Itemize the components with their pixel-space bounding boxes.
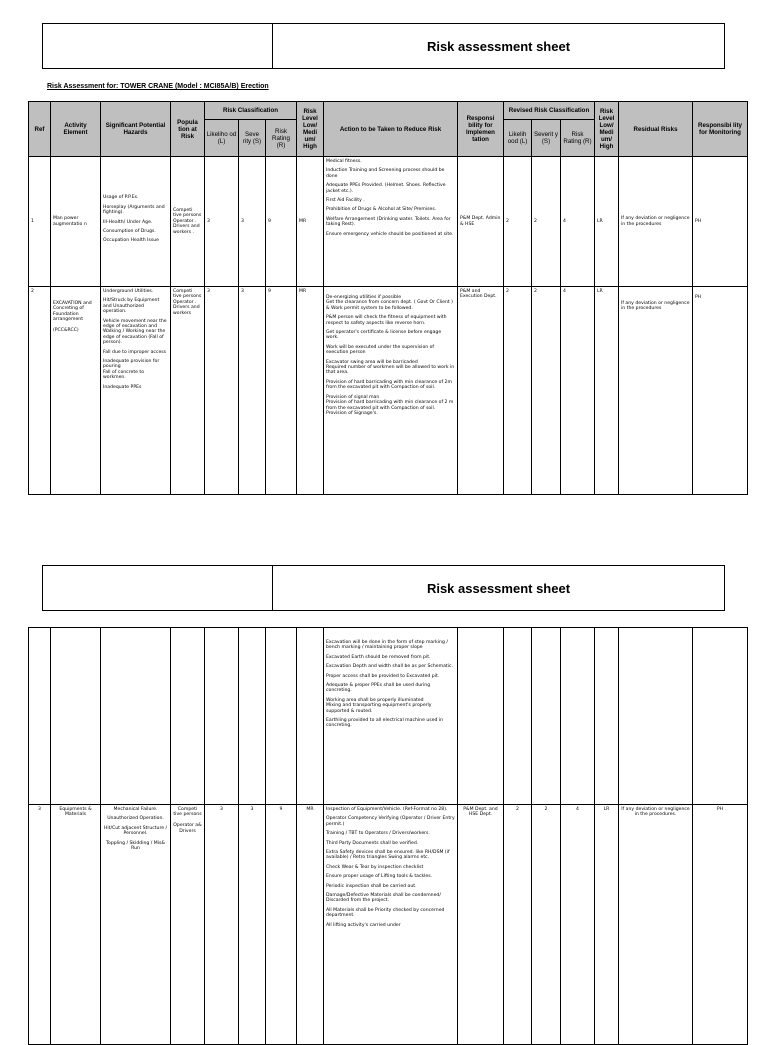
action-item: Adequate & proper PPEs shall be used during concreting. — [326, 683, 431, 694]
assessment-subtitle: Risk Assessment for: TOWER CRANE (Model : MCI85A/B) Erection — [47, 83, 269, 90]
cell-level: MR — [297, 157, 324, 287]
cell-resp-impl — [458, 628, 504, 805]
cell-resp-impl: P&M and Execution Dept. — [458, 287, 504, 495]
action-item: Prohibition of Drugs & Alcohol at Site/ Premises. — [326, 207, 437, 213]
cell-likelihood: 3 — [205, 805, 239, 1045]
cell-population — [171, 628, 205, 805]
cell-ref: 2 — [29, 287, 51, 495]
cell-likelihood: 3 — [205, 287, 239, 495]
action-item: Training / TBT to Operators / Drivers/workers. — [326, 831, 430, 837]
header-severity: Seve rity (S) — [239, 120, 266, 157]
cell-ref: 1 — [29, 157, 51, 287]
hazard-item: Ill-Health/ Under Age. — [103, 219, 153, 225]
action-item: Earthling provided to all electrical machine used in concreting. — [326, 718, 444, 729]
action-item: First Aid Facility . — [326, 198, 365, 204]
cell-severity: 3 — [239, 157, 266, 287]
cell-rating — [266, 628, 297, 805]
cell-rating: 9 — [266, 287, 297, 495]
hazard-item: Toppling / Skidding / Mis& Run — [106, 840, 165, 852]
hazard-item: Hit/Struck by Equipment and Unauthorized operation. — [103, 298, 160, 315]
cell-likelihood — [205, 628, 239, 805]
cell-revised-likelihood: 2 — [504, 805, 532, 1045]
header-revised: Revised Risk Classification — [504, 102, 595, 120]
header-likelihood: Likeliho od (L) — [205, 120, 239, 157]
action-item: Inspection of Equipment/Vehicle. (Ref-Format no 28). — [326, 807, 448, 812]
cell-actions — [324, 157, 458, 287]
cell-revised-rating — [561, 628, 595, 805]
header-hazards: Significant Potential Hazards — [101, 102, 171, 157]
action-item: Work will be executed under the supervision of execution person — [326, 344, 435, 356]
action-item: Adequate PPEs Provided. (Helmet. Shoes. Reflective jacket etc.). — [326, 183, 446, 194]
action-item: Provision of signal man Provision of hard barricading with min clearance of 2 m from the excavated pit with Compaction of soil. Provision of Signage's. — [326, 394, 454, 416]
cell-population: Competi tive persons Operator a& Drivers — [171, 805, 205, 1045]
cell-hazards — [101, 628, 171, 805]
sheet-title: Risk assessment sheet — [426, 38, 571, 54]
cell-actions — [324, 805, 458, 1045]
header-rating: Risk Rating (R) — [266, 120, 297, 157]
cell-activity: EXCAVATION and Concreting of Foundation arrangement (PCC&RCC) — [51, 287, 101, 495]
cell-revised-level — [595, 628, 619, 805]
action-item: All Materials shall be Priority checked by concerned department. — [326, 907, 445, 919]
header-resp-monitor: Responsibi lity for Monitoring — [693, 102, 748, 157]
action-item: Ensure emergency vehicle should be positioned at site. — [326, 231, 454, 237]
cell-revised-level: LR — [595, 287, 619, 495]
cell-revised-severity — [532, 628, 561, 805]
cell-residual — [619, 628, 693, 805]
hazard-item: Usage of P.P.Es. — [103, 195, 139, 201]
action-item: P&M person will check the fitness of equipment with respect to safety aspects like reverse horn. — [326, 315, 447, 326]
cell-hazards — [101, 157, 171, 287]
header-activity: Activity Element — [51, 102, 101, 157]
action-item: Working area shall be properly illuminated Mixing and transporting equipment's properly supported & routed. — [326, 697, 432, 714]
cell-level — [297, 628, 324, 805]
cell-activity — [51, 628, 101, 805]
cell-revised-rating: 4 — [561, 157, 595, 287]
cell-revised-severity: 2 — [532, 805, 561, 1045]
action-item: Third Party Documents shall be verified. — [326, 840, 419, 846]
cell-level: MR — [297, 287, 324, 495]
hazard-item: Mechanical Failure. — [113, 807, 158, 812]
hazard-item: Vehicle movement near the edge of excavation and Walking / Working near the edge of excavation (Fall of person). — [103, 318, 167, 346]
sheet-header-page-2 — [42, 565, 725, 611]
hazard-item: Fall due to improper access — [103, 349, 167, 355]
header-revised-severity: Severit y (S) — [532, 120, 561, 157]
header-risk-level: Risk Level Low/ Medi um/ High — [297, 102, 324, 157]
cell-revised-likelihood — [504, 628, 532, 805]
cell-residual: If any deviation or negligence in the procedures — [619, 157, 693, 287]
header-residual: Residual Risks — [619, 102, 693, 157]
hazard-item: Hit/Cut adjacent Structure / Personnel. — [103, 825, 168, 837]
table-row — [29, 628, 748, 805]
action-item: Induction Training and Screening process should be done — [326, 168, 445, 179]
cell-rating: 9 — [266, 805, 297, 1045]
cell-activity: Equipments & Materials — [51, 805, 101, 1045]
action-item: Excavation Depth and width shall be as per Schematic. — [326, 664, 453, 670]
cell-resp-impl: P&M Dept. Admin & HSE — [458, 157, 504, 287]
cell-population: Competi tive persons Operator . Drivers and workers — [171, 287, 205, 495]
risk-table — [28, 101, 748, 495]
header-action: Action to be Taken to Reduce Risk — [324, 102, 458, 157]
cell-ref: 3 — [29, 805, 51, 1045]
cell-revised-severity: 2 — [532, 287, 561, 495]
header-population: Popula tion at Risk — [171, 102, 205, 157]
hazard-item: Horseplay (Arguments and fighting). — [103, 204, 165, 216]
header-revised-rating: Risk Rating (R) — [561, 120, 595, 157]
action-item: Welfare Arrangement (Drinking water. Toilets. Area for taking Rest). — [326, 216, 451, 228]
hazard-item: Inadequate provision for pouring Fall of concrete to workmen. — [103, 359, 160, 381]
cell-resp-monitor — [693, 628, 748, 805]
action-item: Ensure proper usage of Lifting tools & tackles. — [326, 874, 433, 880]
cell-resp-monitor: PH — [693, 157, 748, 287]
action-item: Provision of hard barricading with min clearance of 2m from the excavated pit with Compaction of soil. — [326, 379, 452, 391]
action-item: All lifting activity's carried under — [326, 922, 401, 928]
cell-activity: Man power augmentatio n — [51, 157, 101, 287]
action-item: Extra Safety devices shall be ensured. like RH/DSM (if available) / Retro triangles Swing alarms etc. — [326, 850, 450, 861]
cell-revised-level: LR — [595, 805, 619, 1045]
action-item: De-energizing utilities if possible Get the clearance from concern dept. ( Govt Or Client ) & Work permit system to be followed. — [326, 295, 453, 311]
cell-revised-severity: 2 — [532, 157, 561, 287]
action-item: Check Wear & Tear by inspection checklist — [326, 864, 424, 870]
cell-hazards — [101, 287, 171, 495]
cell-severity — [239, 628, 266, 805]
hazard-item: Occupation Health Issue — [103, 238, 159, 244]
cell-population: Competi tive persons Operator . Drivers and workers . — [171, 157, 205, 287]
hazard-item: Consumption of Drugs. — [103, 228, 156, 234]
cell-severity: 3 — [239, 805, 266, 1045]
header-ref: Ref — [29, 102, 51, 157]
action-item: Medical fitness. — [326, 159, 362, 164]
action-item: Periodic inspection shall be carried out. — [326, 883, 417, 889]
cell-resp-impl: P&M Dept. and HSE Dept. — [458, 805, 504, 1045]
cell-level: MR — [297, 805, 324, 1045]
action-item: Operator Competency Verifying (Operator / Driver Entry permit.) — [326, 816, 455, 827]
cell-actions — [324, 287, 458, 495]
action-item: Excavator swing area will be barricaded Required number of workmen will be allowed to work in that area. — [326, 359, 455, 376]
header-resp-impl: Responsi bility for Implemen tation — [458, 102, 504, 157]
action-item: Excavated Earth should be removed from pit. — [326, 654, 431, 660]
header-risk-classification: Risk Classification — [205, 102, 297, 120]
cell-revised-rating: 4 — [561, 287, 595, 495]
hazard-item: Underground Utilities. — [103, 289, 154, 294]
action-item: Proper access shall be provided to Excavated pit. — [326, 673, 440, 679]
cell-revised-rating: 4 — [561, 805, 595, 1045]
action-item: Damage/Defective Materials shall be condemned/ Discarded from the project. — [326, 893, 441, 904]
hazard-item: Inadequate PPEs — [103, 384, 142, 390]
cell-resp-monitor: PH — [693, 287, 748, 495]
cell-hazards — [101, 805, 171, 1045]
header-revised-likelihood: Likelih ood (L) — [504, 120, 532, 157]
header-blank-cell — [43, 566, 273, 610]
hazard-item: Unauthorized Operation. — [107, 816, 164, 822]
sheet-header — [42, 23, 725, 69]
header-blank-cell — [43, 24, 273, 68]
risk-table-page-2 — [28, 627, 748, 1045]
sheet-title: Risk assessment sheet — [426, 580, 571, 596]
cell-likelihood: 3 — [205, 157, 239, 287]
cell-residual: If any deviation or negligence in the procedures — [619, 287, 693, 495]
cell-residual: If any deviation or negligence in the procedures. — [619, 805, 693, 1045]
cell-resp-monitor: PH — [693, 805, 748, 1045]
table-row — [29, 157, 748, 287]
cell-revised-level: LR — [595, 157, 619, 287]
table-row — [29, 805, 748, 1045]
cell-rating: 9 — [266, 157, 297, 287]
cell-ref — [29, 628, 51, 805]
cell-revised-likelihood: 2 — [504, 287, 532, 495]
cell-actions — [324, 628, 458, 805]
table-row — [29, 287, 748, 495]
cell-severity: 3 — [239, 287, 266, 495]
header-revised-level: Risk Level Low/ Medi um/ High — [595, 102, 619, 157]
action-item: Excavation will be done in the form of step marking / bench marking / maintaining proper slope — [326, 640, 448, 651]
cell-revised-likelihood: 2 — [504, 157, 532, 287]
action-item: Get operator's certificate & license before engage work. — [326, 330, 442, 341]
